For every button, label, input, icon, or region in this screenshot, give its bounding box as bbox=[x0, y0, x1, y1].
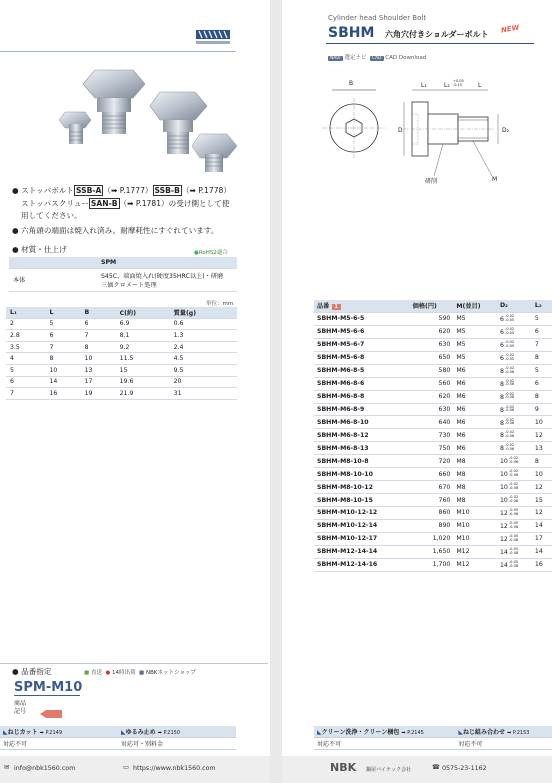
price-cell: 890 bbox=[410, 519, 454, 532]
l2-cell: 17 bbox=[532, 532, 552, 545]
option-table-right bbox=[314, 726, 552, 750]
material-col-header: SPM bbox=[97, 257, 237, 268]
part-number[interactable]: SBHM-M5-6-8 bbox=[314, 351, 410, 364]
table-row[interactable] bbox=[314, 351, 552, 364]
header-rule bbox=[0, 51, 236, 52]
bullet-dot-icon: ● bbox=[12, 226, 19, 235]
table-row[interactable] bbox=[314, 390, 552, 403]
l2-cell: 5 bbox=[532, 364, 552, 377]
d2-cell: 14-0.05 -0.08 bbox=[497, 558, 532, 571]
thread-cell: M6 bbox=[453, 364, 497, 377]
table-cell: 5 bbox=[6, 364, 45, 376]
price-cell: 560 bbox=[410, 377, 454, 390]
thread-cell: M5 bbox=[453, 338, 497, 351]
tolerance: -0.02 -0.06 bbox=[504, 404, 515, 413]
tip-value: 対応不可 bbox=[455, 738, 552, 750]
table-cell: 16 bbox=[45, 388, 80, 400]
footer-right bbox=[282, 756, 552, 783]
table-cell: 7 bbox=[6, 388, 45, 400]
l2-cell: 12 bbox=[532, 507, 552, 520]
l2-cell: 9 bbox=[532, 403, 552, 416]
table-row[interactable] bbox=[314, 338, 552, 351]
l2-cell: 8 bbox=[532, 455, 552, 468]
net-shop-link[interactable]: NBKネットショップ bbox=[145, 670, 196, 676]
tip-clean[interactable]: ◣クリーン洗浄・クリーン梱包 ➡ P.2145 bbox=[314, 726, 455, 738]
part-number[interactable]: SBHM-M6-8-5 bbox=[314, 364, 410, 377]
wrench-icon: ◣ bbox=[3, 729, 8, 736]
footer-email[interactable]: info@nbk1560.com bbox=[14, 765, 76, 772]
d2-cell: 8-0.02 -0.06 bbox=[497, 442, 532, 455]
price-cell: 720 bbox=[410, 455, 454, 468]
table-cell: 13 bbox=[81, 364, 116, 376]
dim-col-header: 質量(g) bbox=[170, 307, 237, 318]
l2-cell: 8 bbox=[532, 390, 552, 403]
d2-cell: 10-0.02 -0.06 bbox=[497, 455, 532, 468]
ref-ssb-b[interactable]: SSB-B bbox=[154, 186, 180, 195]
dim-col-header: L₁ bbox=[6, 307, 45, 318]
dim-label-l2: L₂ bbox=[444, 82, 450, 89]
bullet-dot-icon: ● bbox=[12, 667, 19, 676]
part-number[interactable]: SBHM-M10-12-12 bbox=[314, 507, 410, 520]
table-cell: 9.5 bbox=[170, 364, 237, 376]
table-row bbox=[6, 330, 237, 342]
d2-cell: 8-0.02 -0.06 bbox=[497, 403, 532, 416]
order-marker: 1 bbox=[40, 703, 62, 711]
thread-cell: M12 bbox=[453, 545, 497, 558]
table-cell: 19.6 bbox=[116, 376, 170, 388]
d2-cell: 12-0.05 -0.08 bbox=[497, 507, 532, 520]
order-heading: ● 品番指定 bbox=[12, 667, 52, 676]
tolerance: -0.02 -0.06 bbox=[504, 391, 515, 400]
price-cell: 660 bbox=[410, 468, 454, 481]
d2-cell: 14-0.05 -0.08 bbox=[497, 545, 532, 558]
table-cell: 8 bbox=[81, 341, 116, 353]
table-cell: 14 bbox=[45, 376, 80, 388]
d2-cell: 10-0.02 -0.06 bbox=[497, 481, 532, 494]
d2-cell: 6-0.02 -0.05 bbox=[497, 338, 532, 351]
d2-cell: 12-0.05 -0.08 bbox=[497, 519, 532, 532]
part-number[interactable]: SBHM-M12-14-14 bbox=[314, 545, 410, 558]
part-number[interactable]: SBHM-M6-8-13 bbox=[314, 442, 410, 455]
table-cell: 19 bbox=[81, 388, 116, 400]
table-cell: 1.3 bbox=[170, 330, 237, 342]
table-row bbox=[6, 318, 237, 330]
thread-cell: M6 bbox=[453, 429, 497, 442]
technical-drawing bbox=[318, 76, 552, 188]
thread-cell: M8 bbox=[453, 481, 497, 494]
tip-lock[interactable]: ◣ゆるみ止め ➡ P.2150 bbox=[118, 726, 236, 738]
d2-cell: 8-0.02 -0.06 bbox=[497, 364, 532, 377]
table-row[interactable] bbox=[314, 468, 552, 481]
table-cell: 6 bbox=[81, 318, 116, 330]
rohs-badge: ●RoHS2適合 bbox=[194, 250, 228, 256]
footer-brand: NBK bbox=[330, 761, 357, 774]
thread-cell: M6 bbox=[453, 390, 497, 403]
table-cell: 2.4 bbox=[170, 341, 237, 353]
dim-label-d2: D₂ bbox=[502, 127, 510, 134]
title-rule bbox=[326, 43, 534, 44]
part-number[interactable]: SBHM-M8-10-8 bbox=[314, 455, 410, 468]
dim-label-m: M bbox=[492, 176, 498, 183]
bullet-text: 用してください。 bbox=[21, 211, 82, 220]
table-row bbox=[6, 388, 237, 400]
price-cell: 620 bbox=[410, 390, 454, 403]
material-value: S45C、端面焼入れ(硬度35HRC以上)・研磨 三価クロメート処理 bbox=[97, 268, 237, 291]
tip-value: 対応不可 bbox=[0, 738, 118, 750]
mail-icon: ✉ bbox=[4, 764, 10, 771]
table-row bbox=[6, 353, 237, 365]
bullet-dot-icon: ● bbox=[12, 186, 19, 195]
l2-cell: 7 bbox=[532, 338, 552, 351]
page-ref[interactable]: （➡ P.1778） bbox=[181, 186, 231, 195]
table-row[interactable] bbox=[314, 312, 552, 325]
price-cell: 630 bbox=[410, 403, 454, 416]
price-cell: 670 bbox=[410, 481, 454, 494]
thread-cell: M5 bbox=[453, 325, 497, 338]
table-row[interactable] bbox=[314, 403, 552, 416]
dim-label-grind: 研削 bbox=[425, 178, 438, 185]
l2-cell: 8 bbox=[532, 351, 552, 364]
thread-cell: M10 bbox=[453, 519, 497, 532]
d2-cell: 8-0.02 -0.06 bbox=[497, 390, 532, 403]
thread-cell: M8 bbox=[453, 494, 497, 507]
d2-cell: 6-0.02 -0.05 bbox=[497, 325, 532, 338]
tolerance: -0.02 -0.06 bbox=[508, 495, 519, 503]
tolerance: -0.05 -0.08 bbox=[508, 508, 519, 516]
dimension-table bbox=[6, 307, 237, 400]
new-tag: NEW bbox=[500, 23, 520, 35]
cad-download-link[interactable]: CAD Download bbox=[385, 55, 427, 61]
product-code-title: SBHM bbox=[328, 25, 375, 41]
cad-icon: CAD bbox=[371, 56, 382, 61]
page-ref[interactable]: （➡ P.1777） bbox=[103, 186, 153, 195]
table-row[interactable] bbox=[314, 519, 552, 532]
tolerance: -0.02 -0.06 bbox=[504, 443, 515, 452]
part-number[interactable]: SBHM-M5-6-7 bbox=[314, 338, 410, 351]
footer-company: 鍋屋バイテック会社 bbox=[366, 767, 412, 773]
table-row[interactable] bbox=[314, 442, 552, 455]
thread-cell: M8 bbox=[453, 455, 497, 468]
part-number[interactable]: SBHM-M8-10-12 bbox=[314, 481, 410, 494]
price-cell: 1,700 bbox=[410, 558, 454, 571]
price-cell: 860 bbox=[410, 507, 454, 520]
col-header-l2: L₂ bbox=[532, 300, 552, 312]
part-number[interactable]: SBHM-M5-6-5 bbox=[314, 312, 410, 325]
dim-tolerance-l2: +0.05 -0.15 bbox=[453, 79, 464, 87]
footer-phone[interactable]: 0575-23-1162 bbox=[442, 765, 487, 772]
d2-cell: 12-0.05 -0.08 bbox=[497, 532, 532, 545]
table-row[interactable] bbox=[314, 494, 552, 507]
table-cell: 5 bbox=[45, 318, 80, 330]
table-cell: 11.5 bbox=[116, 353, 170, 365]
tolerance: -0.05 -0.08 bbox=[508, 559, 519, 568]
thread-cell: M6 bbox=[453, 416, 497, 429]
table-cell: 20 bbox=[170, 376, 237, 388]
l2-cell: 13 bbox=[532, 442, 552, 455]
table-row[interactable] bbox=[314, 377, 552, 390]
table-row[interactable] bbox=[314, 455, 552, 468]
price-cell: 640 bbox=[410, 416, 454, 429]
nbk-logo-icon bbox=[196, 30, 230, 46]
table-cell: 31 bbox=[170, 388, 237, 400]
tip-thread-cut[interactable]: ◣ねじカット ➡ P.2149 bbox=[0, 726, 118, 738]
table-cell: 6.9 bbox=[116, 318, 170, 330]
part-number[interactable]: SBHM-M12-14-16 bbox=[314, 558, 410, 571]
tolerance: -0.02 -0.06 bbox=[504, 365, 515, 374]
direct-ship-icon: ■ bbox=[84, 670, 90, 676]
table-cell: 15 bbox=[116, 364, 170, 376]
dim-label-l1: L₁ bbox=[421, 82, 427, 89]
footer-url[interactable]: https://www.nbk1560.com bbox=[133, 765, 216, 772]
thread-cell: M6 bbox=[453, 403, 497, 416]
table-cell: 8 bbox=[45, 353, 80, 365]
tolerance: -0.02 -0.06 bbox=[508, 482, 519, 490]
thread-cell: M6 bbox=[453, 377, 497, 390]
d2-cell: 6-0.02 -0.05 bbox=[497, 312, 532, 325]
l2-cell: 14 bbox=[532, 519, 552, 532]
page-ref[interactable]: （➡ P.1781）の受け側として使 bbox=[119, 198, 230, 208]
price-cell: 650 bbox=[410, 351, 454, 364]
selection-navi-link[interactable]: 選定ナビ bbox=[344, 55, 367, 61]
l2-cell: 10 bbox=[532, 416, 552, 429]
dim-col-header: B bbox=[81, 307, 116, 318]
table-row[interactable] bbox=[314, 364, 552, 377]
table-cell: 10 bbox=[45, 364, 80, 376]
d2-cell: 8-0.02 -0.06 bbox=[497, 429, 532, 442]
table-row[interactable] bbox=[314, 429, 552, 442]
tolerance: -0.02 -0.06 bbox=[504, 417, 515, 426]
tolerance: -0.02 -0.06 bbox=[504, 378, 515, 387]
l2-cell: 12 bbox=[532, 429, 552, 442]
table-cell: 8.1 bbox=[116, 330, 170, 342]
price-cell: 760 bbox=[410, 494, 454, 507]
l2-cell: 14 bbox=[532, 545, 552, 558]
table-cell: 21.9 bbox=[116, 388, 170, 400]
ref-san-b[interactable]: SAN-B bbox=[90, 198, 118, 208]
feature-bullet-1 bbox=[12, 185, 242, 223]
table-cell: 2.8 bbox=[6, 330, 45, 342]
tip-value: 対応不可 bbox=[314, 738, 455, 750]
thread-cell: M10 bbox=[453, 507, 497, 520]
option-table-left bbox=[0, 726, 236, 750]
l2-cell: 12 bbox=[532, 481, 552, 494]
part-number[interactable]: SBHM-M8-10-10 bbox=[314, 468, 410, 481]
material-heading: ● 材質・仕上げ bbox=[12, 245, 67, 254]
part-number[interactable]: SBHM-M5-6-6 bbox=[314, 325, 410, 338]
wrench-icon: ◣ bbox=[317, 729, 322, 736]
tip-combination[interactable]: ◣ねじ組み合わせ ➡ P.2153 bbox=[455, 726, 552, 738]
table-cell: 4.5 bbox=[170, 353, 237, 365]
tolerance: -0.05 -0.08 bbox=[508, 521, 519, 529]
thread-cell: M8 bbox=[453, 468, 497, 481]
price-cell: 750 bbox=[410, 442, 454, 455]
order-labels: 商品 記号 bbox=[14, 700, 27, 715]
price-cell: 590 bbox=[410, 312, 454, 325]
part-number[interactable]: SBHM-M10-12-17 bbox=[314, 532, 410, 545]
wrench-icon: ◣ bbox=[458, 729, 464, 736]
part-number-table bbox=[314, 300, 552, 572]
feature-bullet-2 bbox=[12, 225, 252, 238]
section-rule bbox=[0, 663, 268, 664]
marker-badge: 1 bbox=[332, 304, 341, 310]
product-subtitle: Cylinder head Shoulder Bolt bbox=[328, 14, 427, 22]
price-cell: 1,650 bbox=[410, 545, 454, 558]
table-cell: 7 bbox=[81, 330, 116, 342]
table-row[interactable] bbox=[314, 481, 552, 494]
table-cell: 17 bbox=[81, 376, 116, 388]
table-row[interactable] bbox=[314, 558, 552, 571]
dim-label-l: L bbox=[478, 82, 482, 89]
wrench-icon: ◣ bbox=[120, 729, 126, 736]
thread-cell: M10 bbox=[453, 532, 497, 545]
table-row[interactable] bbox=[314, 532, 552, 545]
table-cell: 7 bbox=[45, 341, 80, 353]
footer-left bbox=[0, 756, 270, 783]
bullet-text: ストッパスクリュー bbox=[21, 198, 89, 208]
tip-value: 対応可・別料金 bbox=[118, 738, 236, 750]
shop-icon: ■ bbox=[139, 670, 145, 676]
d2-cell: 10-0.02 -0.06 bbox=[497, 468, 532, 481]
thread-cell: M5 bbox=[453, 312, 497, 325]
tolerance: -0.02 -0.05 bbox=[504, 339, 515, 348]
table-row bbox=[6, 376, 237, 388]
price-cell: 730 bbox=[410, 429, 454, 442]
product-title-jp: 六角穴付きショルダーボルト bbox=[385, 30, 489, 39]
tolerance: -0.02 -0.05 bbox=[504, 352, 515, 361]
code-underline bbox=[14, 695, 80, 696]
leaf-icon: ● bbox=[194, 250, 199, 256]
d2-cell: 10-0.02 -0.06 bbox=[497, 494, 532, 507]
dim-label-d: D bbox=[398, 127, 403, 134]
part-number[interactable]: SBHM-M6-8-12 bbox=[314, 429, 410, 442]
clock-icon: ● bbox=[105, 670, 111, 676]
material-table bbox=[9, 257, 237, 292]
dim-label-b: B bbox=[349, 80, 354, 87]
l2-cell: 15 bbox=[532, 494, 552, 507]
table-row bbox=[6, 341, 237, 353]
table-cell: 0.6 bbox=[170, 318, 237, 330]
table-cell: 4 bbox=[6, 353, 45, 365]
table-row[interactable] bbox=[314, 507, 552, 520]
phone-icon: ☎ bbox=[432, 764, 440, 771]
navi-icon: NAVI bbox=[330, 56, 341, 61]
table-row[interactable] bbox=[314, 416, 552, 429]
col-header-price: 価格(円) bbox=[410, 300, 454, 312]
thread-cell: M12 bbox=[453, 558, 497, 571]
l2-cell: 6 bbox=[532, 325, 552, 338]
table-row[interactable] bbox=[314, 325, 552, 338]
col-header-d2: D₂ bbox=[497, 300, 532, 312]
d2-cell: 8-0.02 -0.06 bbox=[497, 416, 532, 429]
right-page bbox=[282, 0, 552, 783]
l2-cell: 5 bbox=[532, 312, 552, 325]
left-page bbox=[0, 0, 270, 783]
price-cell: 1,020 bbox=[410, 532, 454, 545]
dim-col-header: C(約) bbox=[116, 307, 170, 318]
part-number[interactable]: SBHM-M6-8-6 bbox=[314, 377, 410, 390]
d2-cell: 8-0.02 -0.06 bbox=[497, 377, 532, 390]
table-cell: 3.5 bbox=[6, 341, 45, 353]
page-gutter bbox=[270, 0, 282, 783]
table-cell: 10 bbox=[81, 353, 116, 365]
dim-col-header: L bbox=[45, 307, 80, 318]
price-cell: 580 bbox=[410, 364, 454, 377]
table-cell: 2 bbox=[6, 318, 45, 330]
material-row-label: 本体 bbox=[9, 268, 97, 291]
part-number[interactable]: SBHM-M6-8-8 bbox=[314, 390, 410, 403]
product-photo bbox=[55, 62, 245, 177]
part-number[interactable]: SBHM-M8-10-15 bbox=[314, 494, 410, 507]
table-cell: 6 bbox=[6, 376, 45, 388]
l2-cell: 16 bbox=[532, 558, 552, 571]
part-number[interactable]: SBHM-M10-12-14 bbox=[314, 519, 410, 532]
l2-cell: 10 bbox=[532, 468, 552, 481]
price-cell: 630 bbox=[410, 338, 454, 351]
tolerance: -0.05 -0.08 bbox=[508, 546, 519, 555]
bullet-text: 六角頭の端面は焼入れ済み。耐摩耗性にすぐれています。 bbox=[21, 226, 219, 235]
thread-cell: M5 bbox=[453, 351, 497, 364]
col-header-thread: M(並目) bbox=[453, 300, 497, 312]
table-cell: 9.2 bbox=[116, 341, 170, 353]
l2-cell: 6 bbox=[532, 377, 552, 390]
tolerance: -0.02 -0.06 bbox=[508, 469, 519, 478]
table-row bbox=[6, 364, 237, 376]
bullet-text: ストッパボルト bbox=[21, 186, 74, 195]
thread-cell: M6 bbox=[453, 442, 497, 455]
unit-label: 単位：mm bbox=[206, 301, 234, 307]
table-row[interactable] bbox=[314, 545, 552, 558]
bullet-dot-icon: ● bbox=[12, 245, 19, 254]
service-tags: ■ 直送 ● 14時出荷 ■ NBKネットショップ bbox=[84, 670, 196, 676]
tolerance: -0.02 -0.06 bbox=[508, 456, 519, 465]
price-cell: 620 bbox=[410, 325, 454, 338]
tolerance: -0.05 -0.08 bbox=[508, 533, 519, 542]
col-header-part-no: 品番 1 bbox=[314, 300, 410, 312]
part-number[interactable]: SBHM-M6-8-9 bbox=[314, 403, 410, 416]
table-cell: 6 bbox=[45, 330, 80, 342]
tolerance: -0.02 -0.06 bbox=[504, 430, 515, 439]
monitor-icon: ▭ bbox=[123, 764, 129, 771]
tolerance: -0.02 -0.05 bbox=[504, 314, 515, 322]
d2-cell: 6-0.02 -0.05 bbox=[497, 351, 532, 364]
part-number[interactable]: SBHM-M6-8-10 bbox=[314, 416, 410, 429]
nav-links bbox=[328, 53, 426, 61]
marker-arrow-icon bbox=[40, 710, 62, 718]
ref-ssb-a[interactable]: SSB-A bbox=[76, 186, 102, 195]
tolerance: -0.02 -0.05 bbox=[504, 326, 515, 335]
order-code-example: SPM-M10 bbox=[14, 680, 83, 695]
